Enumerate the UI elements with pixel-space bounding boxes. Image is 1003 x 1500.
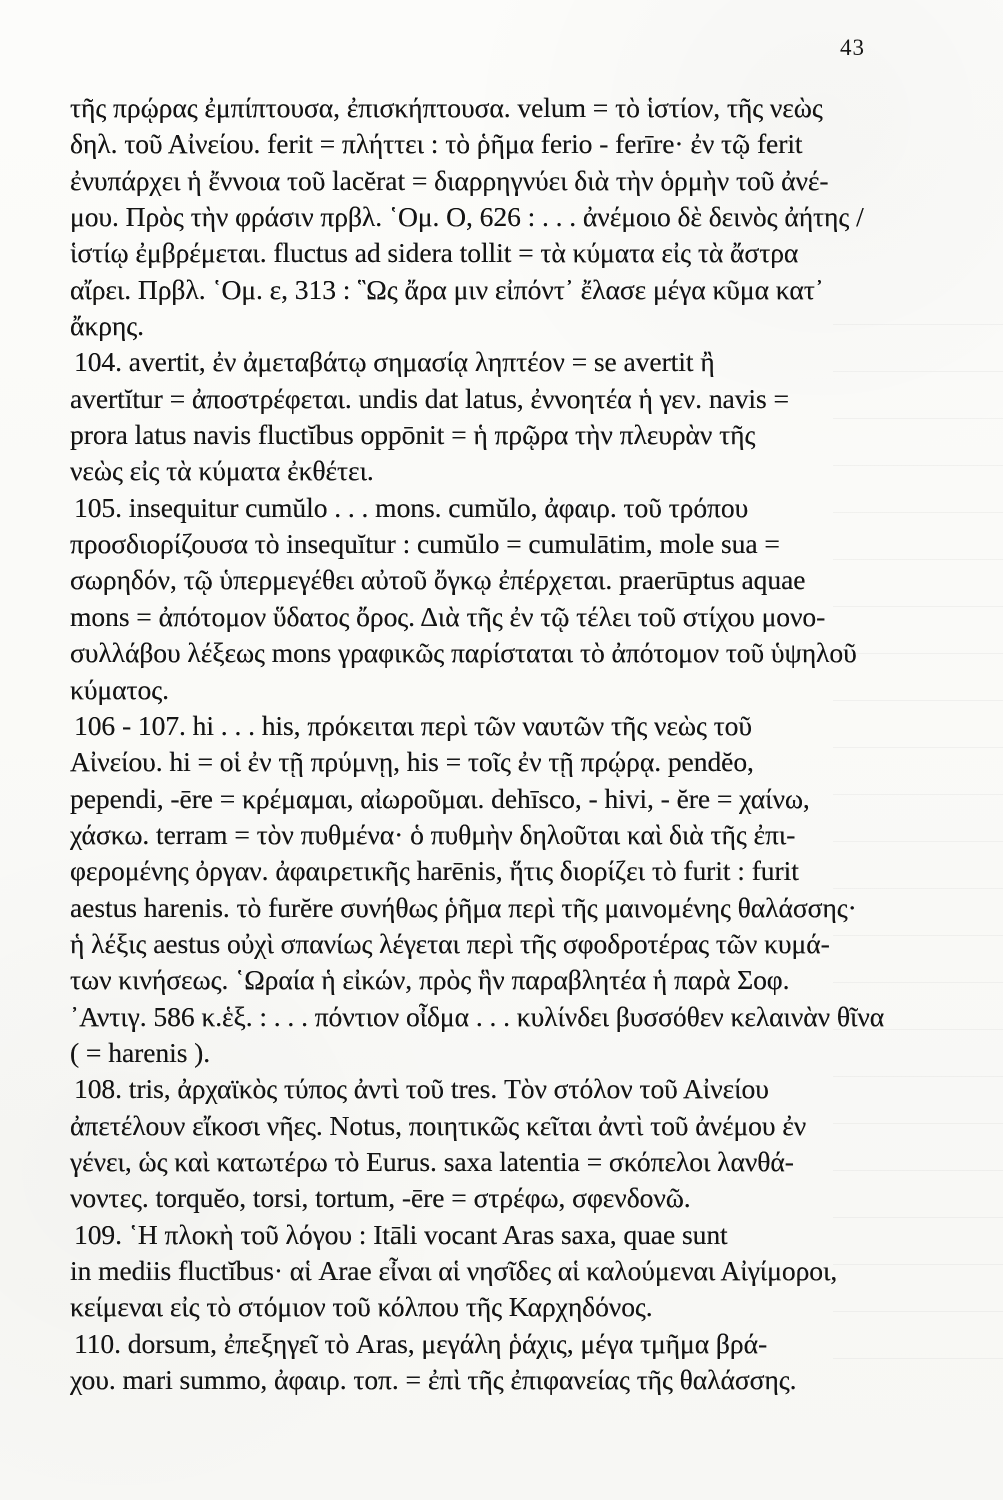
text-line: ἐνυπάρχει ἡ ἔννοια τοῦ lacĕrat = διαρρηγνύει διὰ τὴν ὁρμὴν τοῦ ἀνέ- [70,164,829,196]
text-line: γένει, ὡς καὶ κατωτέρω τὸ Eurus. saxa latentia = σκόπελοι λανθά- [70,1145,794,1177]
paragraph-106-107: 106 - 107. hi . . . his, πρόκειται περὶ τῶν ναυτῶν τῆς νεὼς τοῦ [74,709,752,741]
text-line: συλλάβου λέξεως mons γραφικῶς παρίσταται τὸ ἀπότομον τοῦ ὑψηλοῦ [70,637,857,669]
text-line: τῆς πρῴρας ἐμπίπτουσα, ἐπισκήπτουσα. velum = τὸ ἱστίον, τῆς νεὼς [70,92,823,123]
paragraph-108: 108. tris, ἀρχαϊκὸς τύπος ἀντὶ τοῦ tres. Τὸν στόλον τοῦ Αἰνείου [74,1073,769,1105]
text-line: νεὼς εἰς τὰ κύματα ἐκθέτει. [70,455,374,487]
text-line: aestus harenis. τὸ furĕre συνήθως ῥῆμα περὶ τῆς μαινομένης θαλάσσης· [70,891,857,923]
paragraph-109: 109. ῾Η πλοκὴ τοῦ λόγου : Itāli vocant Aras saxa, quae sunt [74,1218,728,1250]
text-line: ἱστίῳ ἐμβρέμεται. fluctus ad sidera tollit = τὰ κύματα εἰς τὰ ἄστρα [70,237,799,269]
text-line: mons = ἀπότομον ὕδατος ὄρος. Διὰ τῆς ἐν τῷ τέλει τοῦ στίχου μονο- [70,600,826,632]
text-line: κύματος. [70,673,169,705]
text-line: ἄκρης. [70,310,144,342]
commentary-text [70,90,885,1398]
paragraph-104: 104. avertit, ἐν ἀμεταβάτῳ σημασίᾳ ληπτέον = se avertit ἢ [74,346,715,378]
paragraph-105: 105. insequitur cumŭlo . . . mons. cumŭlo, ἀφαιρ. τοῦ τρόπου [74,491,749,523]
text-line: ἀπετέλουν εἴκοσι νῆες. Notus, ποιητικῶς κεῖται ἀντὶ τοῦ ἀνέμου ἐν [70,1109,807,1141]
text-line: prora latus navis fluctĭbus oppōnit = ἡ πρῷρα τὴν πλευρὰν τῆς [70,419,756,451]
text-line: pependi, -ēre = κρέμαμαι, αἰωροῦμαι. dehīsco, - hivi, - ĕre = χαίνω, [70,782,810,814]
text-line: των κινήσεως. ῾Ωραία ἡ εἰκών, πρὸς ἣν παραβλητέα ἡ παρὰ Σοφ. [70,964,790,996]
text-line: σωρηδόν, τῷ ὑπερμεγέθει αὐτοῦ ὄγκῳ ἐπέρχεται. praerūptus aquae [70,564,806,596]
text-line: αἴρει. Πρβλ. ῾Ομ. ε, 313 : ῝Ως ἄρα μιν εἰπόντ᾽ ἔλασε μέγα κῦμα κατ᾽ [70,273,824,305]
text-line: χου. mari summo, ἀφαιρ. τοπ. = ἐπὶ τῆς ἐπιφανείας τῆς θαλάσσης. [70,1364,797,1396]
text-line: φερομένης ὀργαν. ἀφαιρετικῆς harēnis, ἥτις διορίζει τὸ furit : furit [70,855,799,887]
text-line: ᾽Αντιγ. 586 κ.ἑξ. : . . . πόντιον οἶδμα . . . κυλίνδει βυσσόθεν κελαινὰν θῖνα [70,1000,885,1032]
text-line: in mediis fluctĭbus· αἱ Arae εἶναι αἱ νησῖδες αἱ καλούμεναι Αἰγίμοροι, [70,1255,838,1286]
text-line: ( = harenis ). [70,1036,211,1068]
text-line: νοντες. torquĕo, torsi, tortum, -ēre = στρέφω, σφενδονῶ. [70,1182,691,1214]
text-line: προσδιορίζουσα τὸ insequĭtur : cumŭlo = cumulātim, mole sua = [70,528,780,560]
text-line: avertĭtur = ἀποστρέφεται. undis dat latus, ἐννοητέα ἡ γεν. navis = [70,382,789,414]
text-line: ἡ λέξις aestus οὐχὶ σπανίως λέγεται περὶ τῆς σφοδροτέρας τῶν κυμά- [70,927,830,959]
page-number: 43 [840,35,865,60]
text-line: χάσκω. terram = τὸν πυθμένα· ὁ πυθμὴν δηλοῦται καὶ διὰ τῆς ἐπι- [70,818,796,850]
text-line: Αἰνείου. hi = οἱ ἐν τῇ πρύμνῃ, his = τοῖς ἐν τῇ πρῴρᾳ. pendĕo, [70,746,754,778]
text-line: κείμεναι εἰς τὸ στόμιον τοῦ κόλπου τῆς Καρχηδόνος. [70,1291,653,1323]
paragraph-110: 110. dorsum, ἐπεξηγεῖ τὸ Aras, μεγάλη ῥάχις, μέγα τμῆμα βρά- [74,1327,768,1359]
text-line: μου. Πρὸς τὴν φράσιν πρβλ. ῾Ομ. Ο, 626 : . . . ἀνέμοιο δὲ δεινὸς ἀήτης / [70,201,864,233]
text-line: δηλ. τοῦ Αἰνείου. ferit = πλήττει : τὸ ῥῆμα ferio - ferīre· ἐν τῷ ferit [70,128,803,160]
